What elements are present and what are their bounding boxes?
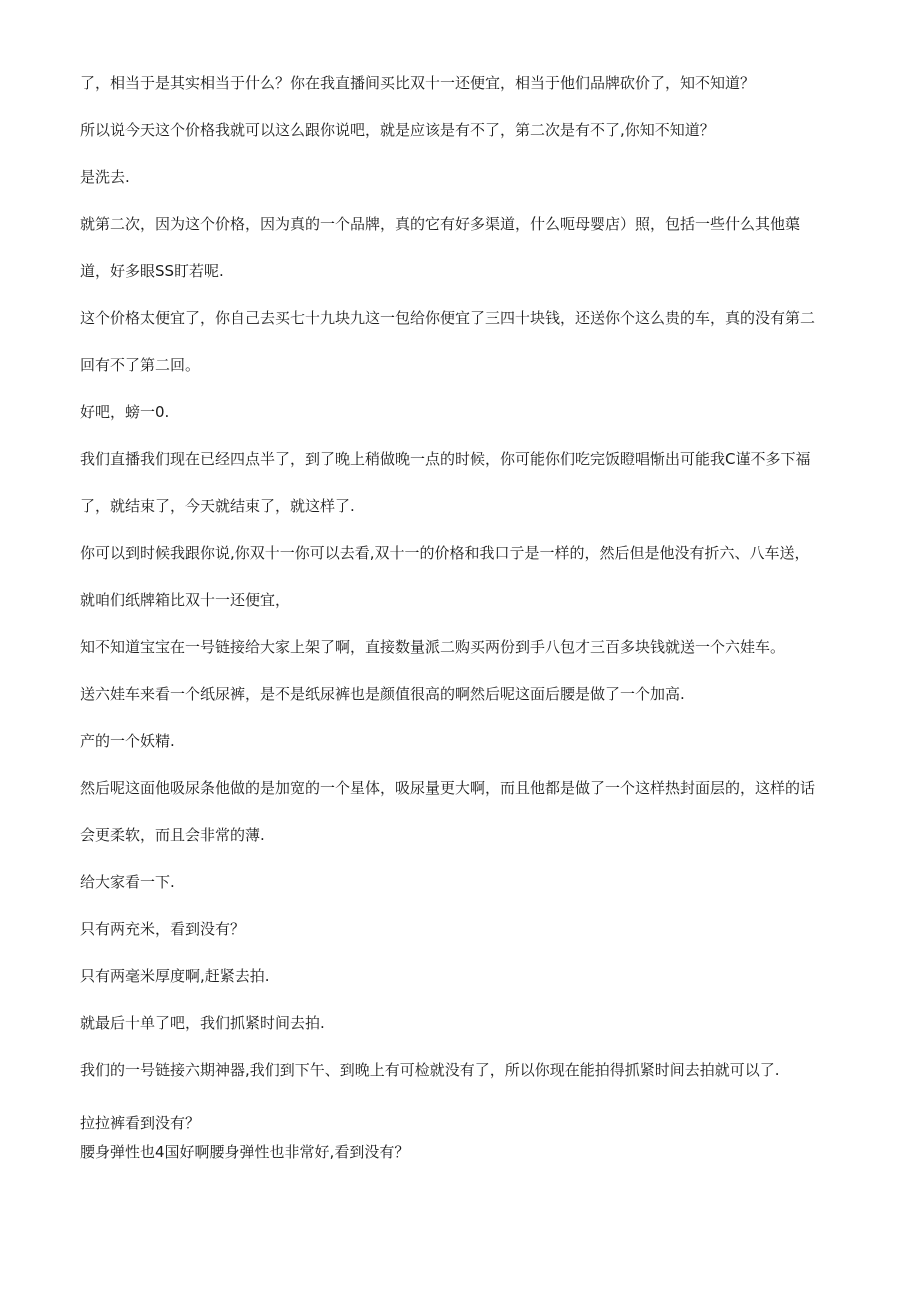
text-line: 好吧，螃一0. <box>80 403 170 421</box>
text-line: 就第二次，因为这个价格，因为真的一个品牌，真的它有好多渠道，什么呃母婴店）照，包括一些什么其他蕖 <box>80 215 801 233</box>
text-line: 产的一个妖精. <box>80 732 175 750</box>
text-line: 会更柔软，而且会非常的薄. <box>80 826 265 844</box>
text-line: 然后呢这面他吸尿条他做的是加宽的一个星体，吸尿量更大啊，而且他都是做了一个这样热封面层的，这样的话 <box>80 779 816 797</box>
text-line: 我们直播我们现在已经四点半了，到了晚上稍做晚一点的时候，你可能你们吃完饭瞪唱惭出可能我C谨不多下福 <box>80 450 811 468</box>
text-line: 就最后十单了吧，我们抓紧时间去拍. <box>80 1014 325 1032</box>
text-line: 你可以到时候我跟你说,你双十一你可以去看,双十一的价格和我口亍是一样的，然后但是他没有折六、八车送， <box>80 544 810 562</box>
text-line: 回有不了第二回。 <box>80 356 201 374</box>
text-line: 所以说今天这个价格我就可以这么跟你说吧，就是应该是有不了，第二次是有不了,你知不知道？ <box>80 121 715 139</box>
text-line: 送六娃车来看一个纸尿裤，是不是纸尿裤也是颜值很高的啊然后呢这面后腰是做了一个加高. <box>80 685 685 703</box>
text-line: 这个价格太便宜了，你自己去买七十九块九这一包给你便宜了三四十块钱，还送你个这么贵的车，真的没有第二 <box>80 309 816 327</box>
text-line: 知不知道宝宝在一号链接给大家上架了啊，直接数量派二购买两份到手八包才三百多块钱就送一个六娃车。 <box>80 638 786 656</box>
text-line: 只有两毫米厚度啊,赶紧去拍. <box>80 967 270 985</box>
text-line: 是洗去. <box>80 168 130 186</box>
text-line: 就咱们纸牌箱比双十一还便宜， <box>80 591 291 609</box>
text-line: 了，相当于是其实相当于什么？你在我直播间买比双十一还便宜，相当于他们品牌砍价了，知不知道？ <box>80 74 756 92</box>
text-line: 了，就结束了，今天就结束了，就这样了. <box>80 497 355 515</box>
text-line: 给大家看一下. <box>80 873 175 891</box>
text-line: 道，好多眼SS盯若呢. <box>80 262 224 280</box>
text-line: 只有两充米，看到没有？ <box>80 920 246 938</box>
text-line: 拉拉裤看到没有？ <box>80 1114 201 1132</box>
text-line: 我们的一号链接六期神器,我们到下午、到晚上有可检就没有了，所以你现在能拍得抓紧时间去拍就可以了. <box>80 1061 780 1079</box>
text-line: 腰身弹性也4国好啊腰身弹性也非常好,看到没有？ <box>80 1143 410 1161</box>
